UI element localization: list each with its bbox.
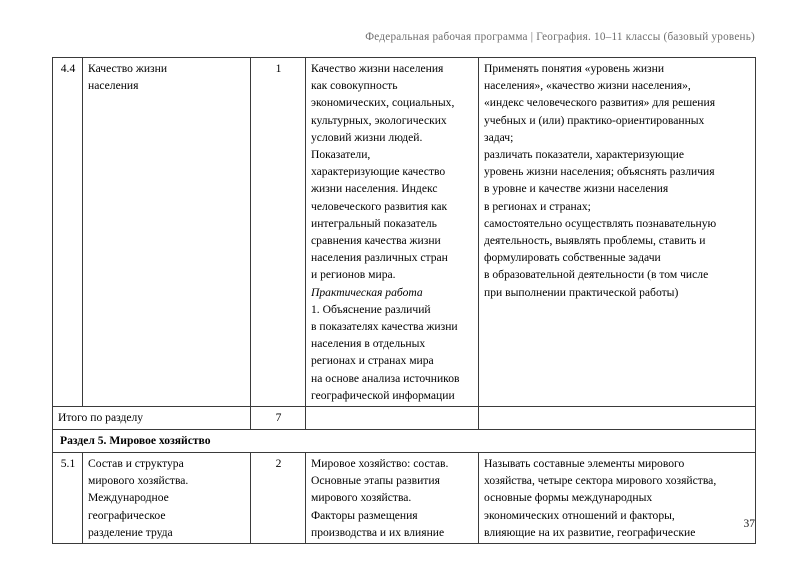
total-skills-cell: [479, 407, 756, 430]
content-lines-r3: [311, 455, 474, 541]
text-line: Состав и структура: [88, 457, 184, 471]
text-line: экономических, социальных,: [311, 96, 455, 110]
row-number-cell: 4.4: [53, 58, 83, 407]
theme-lines-r3: [88, 455, 246, 541]
total-content-cell: [306, 407, 479, 430]
text-line: Мировое хозяйство: состав.: [311, 457, 449, 471]
curriculum-table: [52, 57, 756, 544]
text-line: сравнения качества жизни: [311, 234, 441, 248]
theme-lines-r0: [88, 60, 246, 94]
text-line: экономических отношений и факторы,: [484, 508, 675, 522]
text-line: самостоятельно осуществлять познавательную: [484, 216, 717, 230]
row-theme-cell: [83, 453, 251, 544]
text-line: населения: [88, 79, 139, 93]
running-header: Федеральная рабочая программа | География. 10–11 классы (базовый уровень): [365, 31, 755, 43]
text-line: основные формы международных: [484, 491, 653, 505]
text-line: характеризующие качество: [311, 165, 446, 179]
text-line: населения», «качество жизни населения»,: [484, 79, 691, 93]
row-hours-cell: 1: [251, 58, 306, 407]
skills-lines-r0: [484, 60, 751, 301]
text-line: регионах и странах мира: [311, 354, 434, 368]
text-line: условий жизни людей.: [311, 130, 423, 144]
text-line: влияющие на их развитие, географические: [484, 525, 696, 539]
text-line: 1. Объяснение различий: [311, 302, 431, 316]
row-content-cell: [306, 58, 479, 407]
text-line: географическое: [88, 508, 166, 522]
text-line: на основе анализа источников: [311, 371, 460, 385]
section-heading-cell: Раздел 5. Мировое хозяйство: [53, 430, 756, 453]
row-theme-cell: [83, 58, 251, 407]
text-line: хозяйства, четыре сектора мирового хозяйства,: [484, 474, 717, 488]
text-line: и регионов мира.: [311, 268, 396, 282]
text-line: в уровне и качестве жизни населения: [484, 182, 669, 196]
text-line: Практическая работа: [311, 285, 423, 299]
text-line: мирового хозяйства.: [311, 491, 412, 505]
page-number: 37: [743, 518, 755, 530]
text-line: различать показатели, характеризующие: [484, 148, 684, 162]
text-line: «индекс человеческого развития» для решения: [484, 96, 716, 110]
text-line: человеческого развития как: [311, 199, 448, 213]
text-line: деятельность, выявлять проблемы, ставить и: [484, 234, 706, 248]
text-line: формулировать собственные задачи: [484, 251, 661, 265]
total-hours-cell: 7: [251, 407, 306, 430]
text-line: интегральный показатель: [311, 216, 437, 230]
table-row: [53, 58, 756, 407]
row-hours-cell: 2: [251, 453, 306, 544]
text-line: уровень жизни населения; объяснять различия: [484, 165, 715, 179]
text-line: в регионах и странах;: [484, 199, 591, 213]
text-line: как совокупность: [311, 79, 398, 93]
row-number-cell: 5.1: [53, 453, 83, 544]
table-body: [53, 58, 756, 544]
row-content-cell: [306, 453, 479, 544]
text-line: задач;: [484, 130, 514, 144]
text-line: Основные этапы развития: [311, 474, 440, 488]
text-line: в показателях качества жизни: [311, 320, 458, 334]
text-line: Факторы размещения: [311, 508, 418, 522]
text-line: жизни населения. Индекс: [311, 182, 438, 196]
table-row: [53, 453, 756, 544]
table-row-section: [53, 430, 756, 453]
text-line: мирового хозяйства.: [88, 474, 189, 488]
row-skills-cell: [479, 453, 756, 544]
text-line: Называть составные элементы мирового: [484, 457, 685, 471]
text-line: культурных, экологических: [311, 113, 447, 127]
total-label-cell: Итого по разделу: [53, 407, 251, 430]
skills-lines-r3: [484, 455, 751, 541]
text-line: в образовательной деятельности (в том числе: [484, 268, 709, 282]
text-line: учебных и (или) практико-ориентированных: [484, 113, 705, 127]
text-line: производства и их влияние: [311, 525, 445, 539]
row-skills-cell: [479, 58, 756, 407]
text-line: населения различных стран: [311, 251, 448, 265]
text-line: Показатели,: [311, 148, 371, 162]
text-line: Качество жизни населения: [311, 62, 444, 75]
text-line: Международное: [88, 491, 169, 505]
text-line: разделение труда: [88, 525, 173, 539]
text-line: географической информации: [311, 388, 455, 402]
text-line: Качество жизни: [88, 62, 168, 75]
text-line: при выполнении практической работы): [484, 285, 679, 299]
text-line: Применять понятия «уровень жизни: [484, 62, 665, 75]
table-row-total: [53, 407, 756, 430]
content-lines-r0: [311, 60, 474, 404]
text-line: населения в отдельных: [311, 337, 426, 351]
